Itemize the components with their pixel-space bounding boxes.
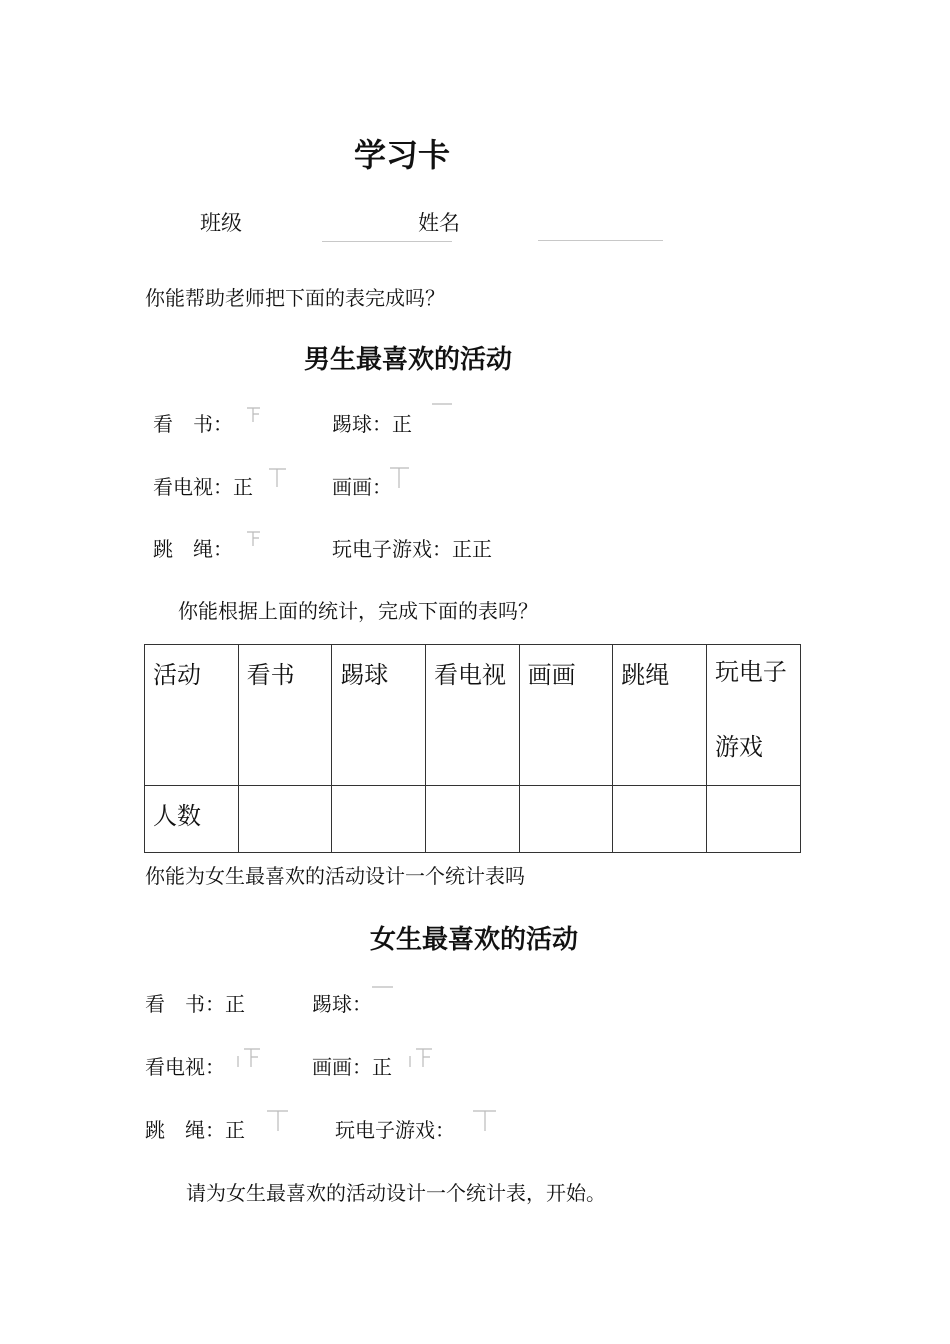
boys-item-videogames [332, 533, 492, 562]
intro-text: 你能帮助老师把下面的表完成吗？ [145, 286, 445, 310]
tally-3-icon [246, 530, 262, 548]
count-cell[interactable] [613, 786, 707, 853]
question-text: 你能根据上面的统计，完成下面的表吗？ [178, 599, 538, 623]
tally-1-icon [431, 402, 453, 408]
boys-heading: 男生最喜欢的活动 [304, 345, 513, 375]
boys-item-football [332, 408, 412, 437]
girls-item-label: 画画： [312, 1055, 372, 1079]
boys-item-drawing [332, 471, 392, 500]
table-cell: 踢球 [332, 645, 426, 786]
tally-3-icon [246, 406, 262, 424]
boys-item-label: 踢球： [332, 412, 392, 436]
girls-item-tally: 正 [225, 1118, 245, 1142]
count-cell[interactable] [425, 786, 519, 853]
design-prompt: 你能为女生最喜欢的活动设计一个统计表吗 [145, 864, 525, 888]
table-cell: 活动 [145, 645, 239, 786]
count-cell[interactable] [332, 786, 426, 853]
class-label: 班级 [200, 211, 242, 235]
tally-4-icon [408, 1047, 434, 1069]
table-cell: 跳绳 [613, 645, 707, 786]
girls-item-football [312, 988, 372, 1017]
boys-item-reading [153, 408, 233, 437]
tally-2-icon [266, 1109, 290, 1133]
table-cell: 看电视 [425, 645, 519, 786]
girls-item-reading [145, 988, 245, 1017]
table-cell: 画画 [519, 645, 613, 786]
tally-2-icon [389, 466, 411, 490]
girls-item-tally: 正 [372, 1055, 392, 1079]
boys-item-label: 玩电子游戏： [332, 537, 452, 561]
boys-item-jumprope [153, 533, 233, 562]
table-cell: 人数 [145, 786, 239, 853]
table-count-row [145, 786, 801, 853]
tally-2-icon [268, 467, 288, 489]
girls-item-label: 看 书： [145, 992, 225, 1016]
count-cell[interactable] [706, 786, 800, 853]
girls-item-videogames [335, 1114, 455, 1143]
boys-item-label: 跳 绳： [153, 537, 233, 561]
girls-item-label: 跳 绳： [145, 1118, 225, 1142]
page-title: 学习卡 [354, 136, 451, 174]
tally-2-icon [472, 1109, 498, 1133]
activity-table [144, 644, 801, 853]
girls-item-tally: 正 [225, 992, 245, 1016]
table-header-row [145, 645, 801, 786]
count-cell[interactable] [238, 786, 332, 853]
table-cell: 看书 [238, 645, 332, 786]
class-blank[interactable] [322, 241, 452, 242]
closing-text: 请为女生最喜欢的活动设计一个统计表，开始。 [186, 1181, 606, 1205]
count-cell[interactable] [519, 786, 613, 853]
boys-item-tally: 正 [392, 412, 412, 436]
girls-item-label: 玩电子游戏： [335, 1118, 455, 1142]
boys-item-label: 看电视： [153, 475, 233, 499]
boys-item-label: 看 书： [153, 412, 233, 436]
girls-item-label: 踢球： [312, 992, 372, 1016]
name-label: 姓名 [418, 211, 460, 235]
name-blank[interactable] [538, 240, 663, 241]
tally-1-icon [371, 985, 395, 991]
tally-4-icon [236, 1047, 262, 1069]
boys-item-tally: 正正 [452, 537, 492, 561]
girls-item-drawing [312, 1051, 392, 1080]
girls-item-jumprope [145, 1114, 245, 1143]
boys-item-tally: 正 [233, 475, 253, 499]
boys-item-label: 画画： [332, 475, 392, 499]
table-cell [706, 645, 800, 786]
girls-heading: 女生最喜欢的活动 [370, 925, 579, 955]
boys-item-tv [153, 471, 253, 500]
girls-item-label: 看电视： [145, 1055, 225, 1079]
girls-item-tv [145, 1051, 225, 1080]
table-cell-wrapped-text: 玩电子游戏 [714, 658, 787, 761]
